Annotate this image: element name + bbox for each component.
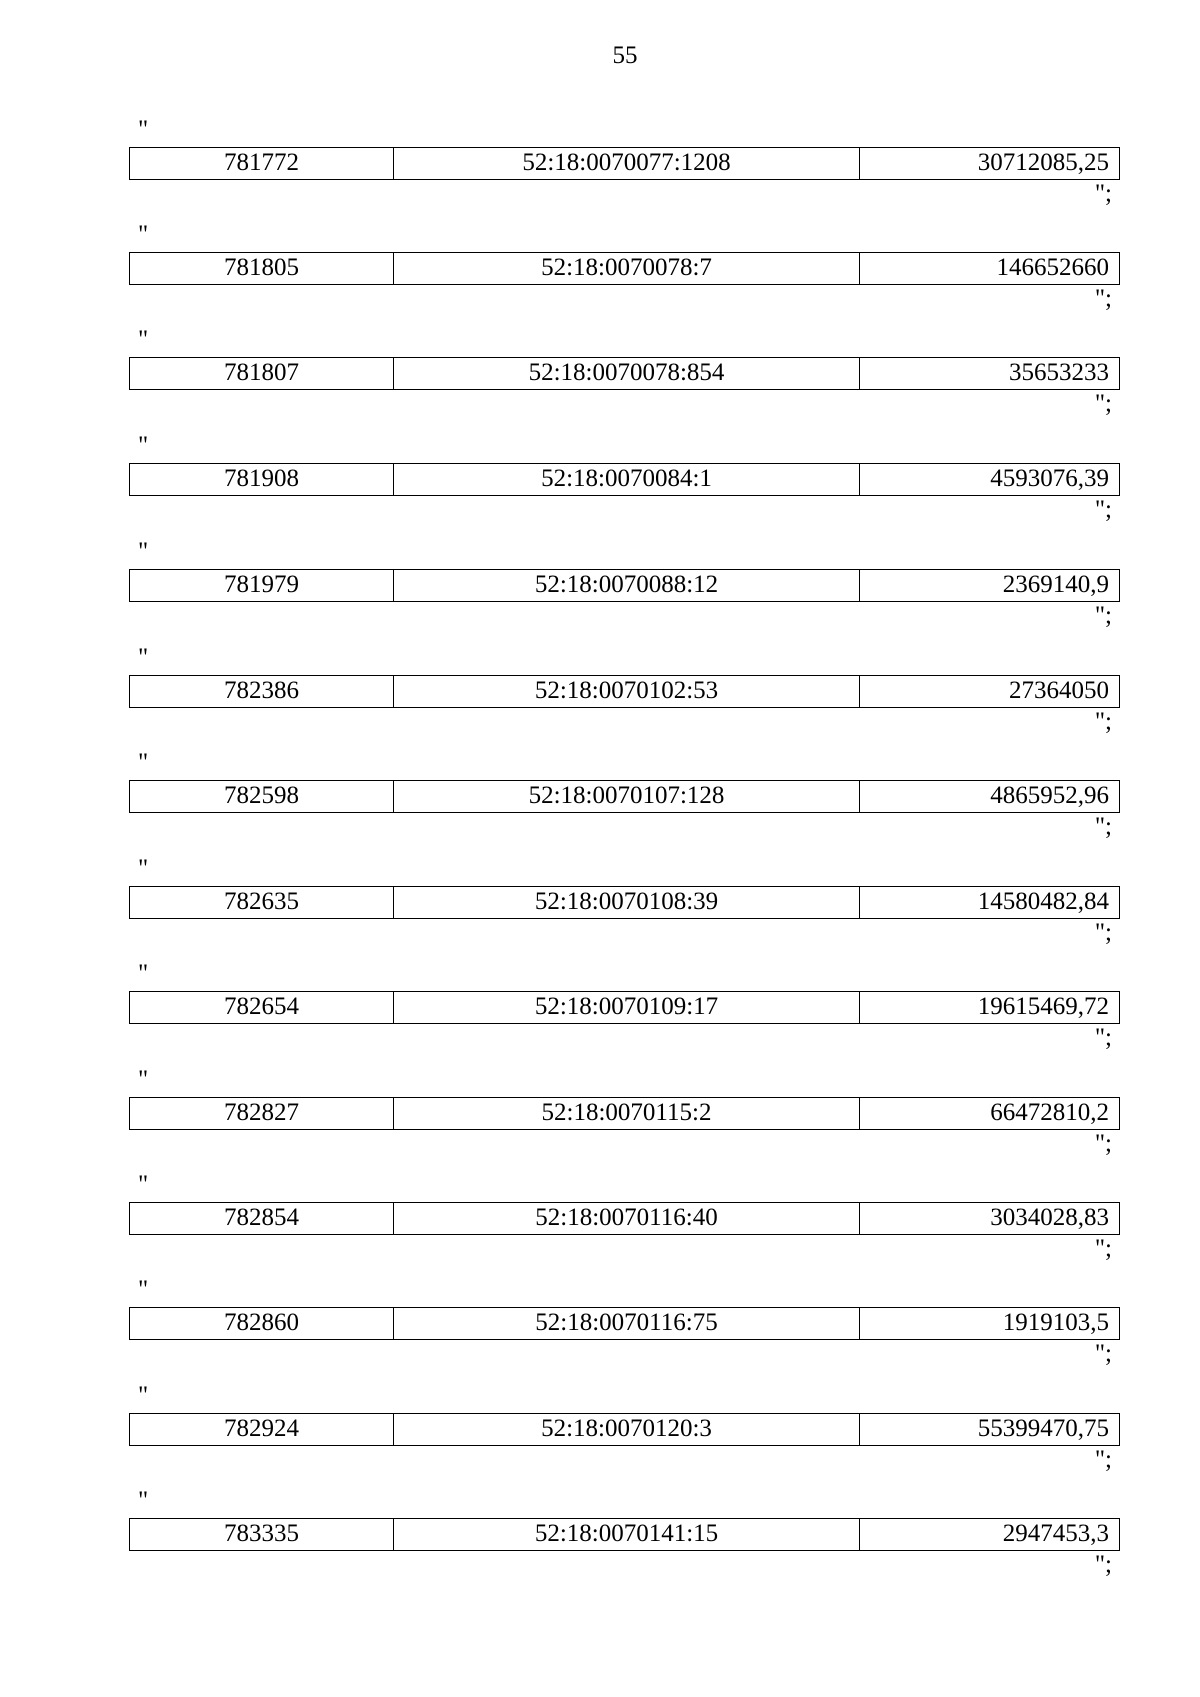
value-cell: 35653233 bbox=[1009, 359, 1109, 386]
table-row bbox=[129, 675, 1120, 708]
close-quote-mark: "; bbox=[1094, 1446, 1112, 1473]
cadastral-number-cell: 52:18:0070077:1208 bbox=[394, 148, 860, 179]
table-row bbox=[129, 463, 1120, 496]
close-quote-mark: "; bbox=[1094, 1024, 1112, 1051]
close-quote-mark: "; bbox=[1094, 708, 1112, 735]
row-id-cell: 782598 bbox=[130, 781, 394, 812]
close-quote-mark: "; bbox=[1094, 180, 1112, 207]
table-row bbox=[129, 357, 1120, 390]
table-entry bbox=[0, 1487, 1200, 1592]
table-row bbox=[129, 569, 1120, 602]
table-row bbox=[129, 147, 1120, 180]
table-row bbox=[129, 780, 1120, 813]
value-cell: 4593076,39 bbox=[990, 465, 1109, 492]
table-entry bbox=[0, 1171, 1200, 1276]
close-quote-mark: "; bbox=[1094, 496, 1112, 523]
row-id-cell: 782827 bbox=[130, 1098, 394, 1129]
value-cell: 2947453,3 bbox=[1002, 1520, 1109, 1547]
table-entry bbox=[0, 116, 1200, 221]
table-row bbox=[129, 1518, 1120, 1551]
table-row bbox=[129, 1097, 1120, 1130]
row-id-cell: 782924 bbox=[130, 1414, 394, 1445]
row-id-cell: 782635 bbox=[130, 887, 394, 918]
close-quote-mark: "; bbox=[1094, 390, 1112, 417]
table-entry bbox=[0, 1382, 1200, 1487]
table-entry bbox=[0, 960, 1200, 1065]
table-row bbox=[129, 1202, 1120, 1235]
cadastral-number-cell: 52:18:0070088:12 bbox=[394, 570, 860, 601]
row-id-cell: 782854 bbox=[130, 1203, 394, 1234]
row-id-cell: 782654 bbox=[130, 992, 394, 1023]
value-cell: 14580482,84 bbox=[977, 888, 1109, 915]
open-quote-mark: " bbox=[138, 116, 149, 143]
value-cell: 66472810,2 bbox=[990, 1099, 1109, 1126]
table-entry bbox=[0, 538, 1200, 643]
close-quote-mark: "; bbox=[1094, 813, 1112, 840]
row-id-cell: 783335 bbox=[130, 1519, 394, 1550]
row-id-cell: 781807 bbox=[130, 358, 394, 389]
open-quote-mark: " bbox=[138, 1487, 149, 1514]
open-quote-mark: " bbox=[138, 960, 149, 987]
open-quote-mark: " bbox=[138, 855, 149, 882]
table-entry bbox=[0, 432, 1200, 537]
table-row bbox=[129, 991, 1120, 1024]
cadastral-number-cell: 52:18:0070115:2 bbox=[394, 1098, 860, 1129]
value-cell: 2369140,9 bbox=[1002, 571, 1109, 598]
cadastral-number-cell: 52:18:0070078:7 bbox=[394, 253, 860, 284]
value-cell: 4865952,96 bbox=[990, 782, 1109, 809]
value-cell: 19615469,72 bbox=[977, 993, 1109, 1020]
value-cell: 146652660 bbox=[996, 254, 1109, 281]
cadastral-number-cell: 52:18:0070078:854 bbox=[394, 358, 860, 389]
table-entry bbox=[0, 221, 1200, 326]
table-entry bbox=[0, 326, 1200, 431]
open-quote-mark: " bbox=[138, 326, 149, 353]
value-cell: 27364050 bbox=[1009, 677, 1109, 704]
row-id-cell: 781979 bbox=[130, 570, 394, 601]
table-row bbox=[129, 1307, 1120, 1340]
cadastral-number-cell: 52:18:0070120:3 bbox=[394, 1414, 860, 1445]
open-quote-mark: " bbox=[138, 1066, 149, 1093]
table-entry bbox=[0, 749, 1200, 854]
open-quote-mark: " bbox=[138, 1276, 149, 1303]
close-quote-mark: "; bbox=[1094, 919, 1112, 946]
value-cell: 3034028,83 bbox=[990, 1204, 1109, 1231]
value-cell: 1919103,5 bbox=[1002, 1309, 1109, 1336]
table-entry bbox=[0, 855, 1200, 960]
table-entry bbox=[0, 1276, 1200, 1381]
cadastral-number-cell: 52:18:0070116:40 bbox=[394, 1203, 860, 1234]
close-quote-mark: "; bbox=[1094, 285, 1112, 312]
value-cell: 30712085,25 bbox=[977, 149, 1109, 176]
row-id-cell: 782386 bbox=[130, 676, 394, 707]
open-quote-mark: " bbox=[138, 1382, 149, 1409]
cadastral-number-cell: 52:18:0070084:1 bbox=[394, 464, 860, 495]
close-quote-mark: "; bbox=[1094, 602, 1112, 629]
open-quote-mark: " bbox=[138, 221, 149, 248]
close-quote-mark: "; bbox=[1094, 1340, 1112, 1367]
row-id-cell: 781908 bbox=[130, 464, 394, 495]
open-quote-mark: " bbox=[138, 749, 149, 776]
open-quote-mark: " bbox=[138, 644, 149, 671]
open-quote-mark: " bbox=[138, 432, 149, 459]
open-quote-mark: " bbox=[138, 538, 149, 565]
value-cell: 55399470,75 bbox=[977, 1415, 1109, 1442]
table-entry bbox=[0, 644, 1200, 749]
close-quote-mark: "; bbox=[1094, 1130, 1112, 1157]
row-id-cell: 782860 bbox=[130, 1308, 394, 1339]
table-row bbox=[129, 1413, 1120, 1446]
page-number: 55 bbox=[612, 42, 638, 69]
cadastral-number-cell: 52:18:0070107:128 bbox=[394, 781, 860, 812]
cadastral-number-cell: 52:18:0070116:75 bbox=[394, 1308, 860, 1339]
table-row bbox=[129, 886, 1120, 919]
cadastral-number-cell: 52:18:0070109:17 bbox=[394, 992, 860, 1023]
close-quote-mark: "; bbox=[1094, 1235, 1112, 1262]
table-entry bbox=[0, 1066, 1200, 1171]
cadastral-number-cell: 52:18:0070102:53 bbox=[394, 676, 860, 707]
cadastral-number-cell: 52:18:0070141:15 bbox=[394, 1519, 860, 1550]
cadastral-number-cell: 52:18:0070108:39 bbox=[394, 887, 860, 918]
close-quote-mark: "; bbox=[1094, 1551, 1112, 1578]
row-id-cell: 781805 bbox=[130, 253, 394, 284]
open-quote-mark: " bbox=[138, 1171, 149, 1198]
table-row bbox=[129, 252, 1120, 285]
row-id-cell: 781772 bbox=[130, 148, 394, 179]
